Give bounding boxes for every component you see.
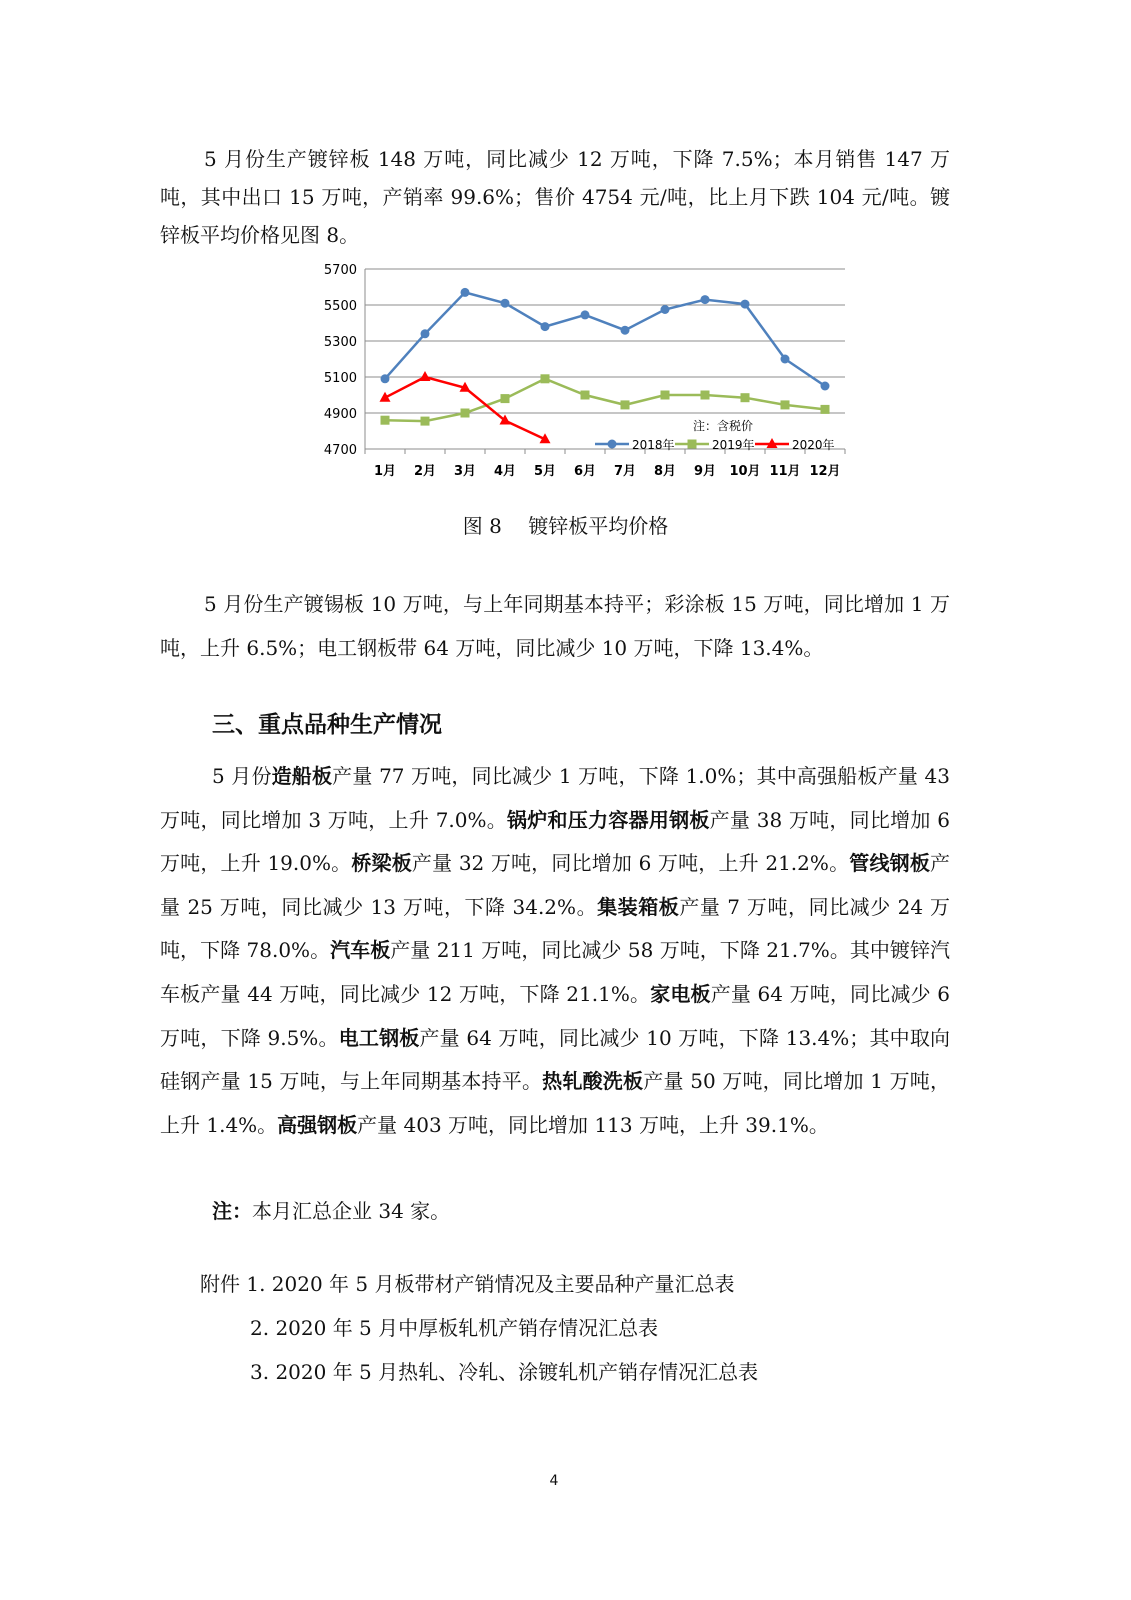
figure-caption: 图 8 镀锌板平均价格 [462,514,669,538]
product-name: 高强钢板 [277,1112,358,1137]
x-tick-label: 5月 [533,464,557,479]
data-point [381,416,390,425]
series-line-2018年 [385,292,825,386]
text-segment: 产量 25 万吨，同比减少 13 万吨，下降 34.2%。 [160,851,950,919]
data-point [420,371,431,381]
x-tick-label: 8月 [653,464,677,479]
data-point [461,288,470,297]
text-segment: 产量 7 万吨，同比减少 24 万吨，下降 78.0%。 [160,894,950,963]
legend-label: 2019年 [712,438,755,452]
product-name: 家电板 [650,981,711,1006]
y-tick-label: 4700 [323,443,357,458]
data-point [541,322,550,331]
data-point [421,329,430,338]
data-point [621,326,630,335]
product-name: 集装箱板 [597,894,680,919]
x-tick-label: 11月 [769,464,801,479]
y-tick-label: 5700 [323,263,357,278]
product-name: 造船板 [271,764,333,788]
y-tick-label: 5300 [323,335,357,350]
data-point [781,355,790,364]
x-tick-label: 2月 [413,464,437,479]
data-point [581,310,590,319]
paragraph-galvanized: 5 月份生产镀锌板 148 万吨，同比减少 12 万吨，下降 7.5%；本月销售 147 万吨，其中出口 15 万吨，产销率 99.6%；售价 4754 元/吨，比上月下跌 104 元/吨。镀锌板平均价格见图 8。 [160,147,950,247]
note [212,1195,450,1224]
data-point [821,405,830,414]
data-point [461,409,470,418]
x-tick-label: 10月 [729,464,761,479]
page-number: 4 [549,1473,559,1489]
text-segment: 产量 64 万吨，同比减少 10 万吨，下降 13.4%；其中取向硅钢产量 15 万吨，与上年同期基本持平。 [160,1025,951,1094]
product-name: 热轧酸洗板 [542,1069,644,1094]
product-name: 电工钢板 [338,1025,420,1050]
data-point [821,382,830,391]
text-segment: 产量 50 万吨，同比增加 1 万吨，上升 1.4%。 [160,1069,950,1137]
x-tick-label: 3月 [453,464,477,479]
text-segment: 产量 32 万吨，同比增加 6 万吨，上升 21.2%。 [411,851,850,876]
data-point [741,393,750,402]
x-tick-label: 12月 [809,464,841,479]
data-point [381,374,390,383]
y-tick-label: 5500 [323,299,357,314]
legend-marker [688,440,697,449]
attachment-3: 3. 2020 年 5 月热轧、冷轧、涂镀轧机产销存情况汇总表 [250,1360,759,1384]
legend-label: 2020年 [792,438,835,452]
data-point [541,374,550,383]
note-text: 本月汇总企业 34 家。 [252,1199,451,1223]
data-point [501,394,510,403]
text-segment: 产量 64 万吨，同比减少 6 万吨，下降 9.5%。 [160,981,950,1050]
text-segment: 产量 211 万吨，同比减少 58 万吨，下降 21.7%。其中镀锌汽车板产量 44 万吨，同比减少 12 万吨，下降 21.1%。 [160,938,950,1006]
text-segment: 5 月份 [212,764,272,788]
text-segment: 产量 38 万吨，同比增加 6 万吨，上升 19.0%。 [160,807,951,876]
data-point [701,295,710,304]
data-point [661,305,670,314]
data-point [421,417,430,426]
paragraph-key-products [160,755,950,1147]
x-tick-label: 6月 [573,464,597,479]
data-point [701,391,710,400]
note-label: 注： [212,1199,252,1223]
chart-annotation: 注：含税价 [693,419,754,433]
data-point [621,400,630,409]
x-tick-label: 7月 [613,464,637,479]
data-point [781,400,790,409]
product-name: 桥梁板 [351,851,412,876]
legend-marker [608,440,617,449]
y-tick-label: 4900 [323,407,357,422]
x-tick-label: 4月 [493,464,517,479]
x-tick-label: 9月 [693,464,717,479]
legend-label: 2018年 [632,438,675,452]
text-segment: 产量 403 万吨，同比增加 113 万吨，上升 39.1%。 [357,1112,829,1137]
data-point [501,299,510,308]
product-name: 管线钢板 [849,851,930,876]
section-heading: 三、重点品种生产情况 [212,712,442,738]
x-tick-label: 1月 [373,464,397,479]
data-point [661,391,670,400]
paragraph-tin-color-electrical: 5 月份生产镀锡板 10 万吨，与上年同期基本持平；彩涂板 15 万吨，同比增加 1 万吨，上升 6.5%；电工钢板带 64 万吨，同比减少 10 万吨，下降 13.4%。 [160,592,950,660]
text-segment: 产量 77 万吨，同比减少 1 万吨，下降 1.0%；其中高强船板产量 43 万吨，同比增加 3 万吨，上升 7.0%。 [160,764,950,832]
product-name: 锅炉和压力容器用钢板 [507,807,710,832]
attachment-1: 附件 1. 2020 年 5 月板带材产销情况及主要品种产量汇总表 [200,1272,735,1296]
attachment-2: 2. 2020 年 5 月中厚板轧机产销存情况汇总表 [250,1316,659,1340]
data-point [581,391,590,400]
y-tick-label: 5100 [323,371,357,386]
data-point [741,300,750,309]
galvanized-price-chart [300,255,860,490]
product-name: 汽车板 [330,938,391,963]
